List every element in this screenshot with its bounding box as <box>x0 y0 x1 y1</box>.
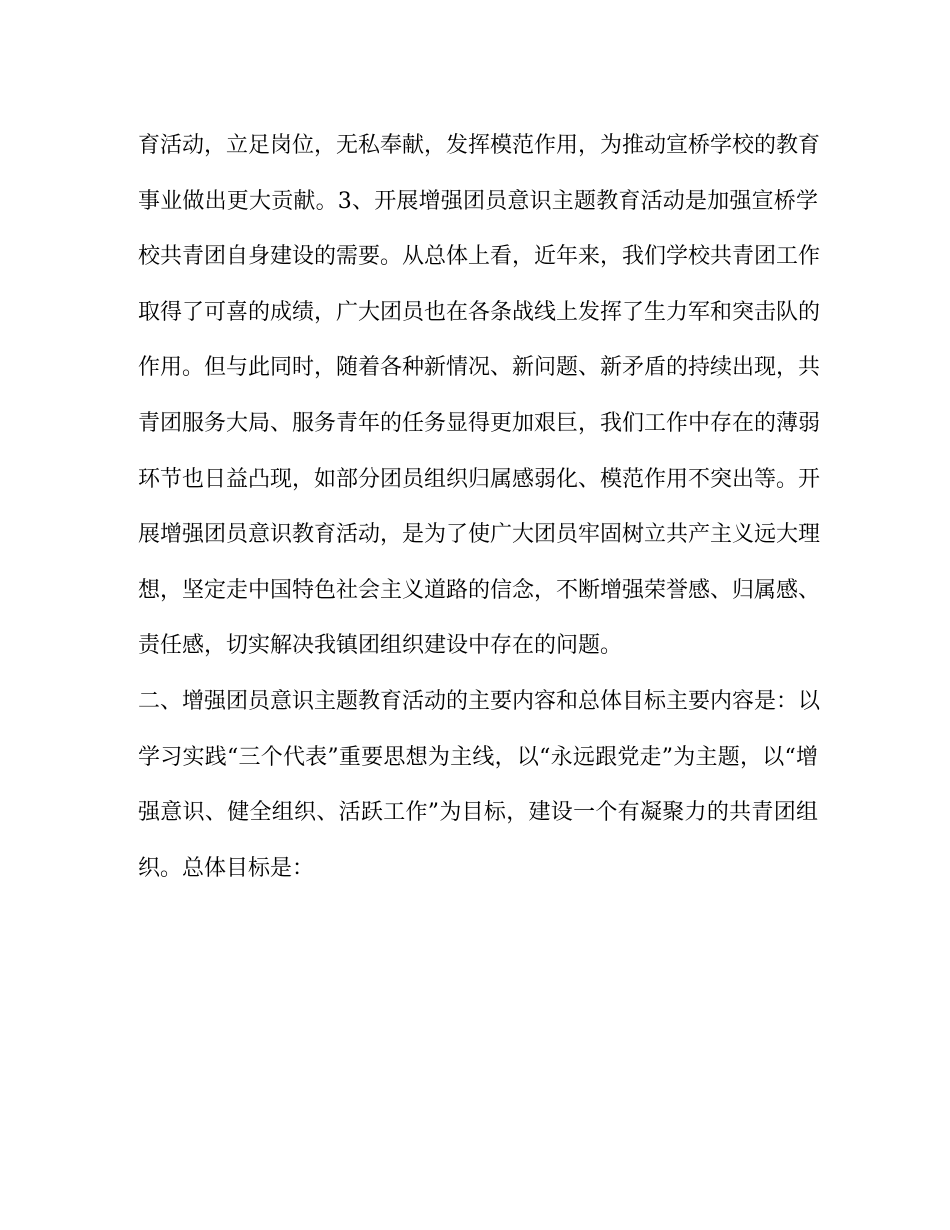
text-line: 育活动，立足岗位，无私奉献，发挥模范作用，为推动宣桥学校的教育 <box>138 133 821 158</box>
body-text <box>138 118 821 896</box>
text-line: 取得了可喜的成绩，广大团员也在各条战线上发挥了生力军和突击队的 <box>138 299 821 325</box>
text-line: 想，坚定走中国特色社会主义道路的信念，不断增强荣誉感、归属感、 <box>138 577 821 603</box>
text-line: 学习实践“三个代表”重要思想为主线，以“永远跟党走”为主题，以“增 <box>138 744 818 770</box>
section-heading-line: 二、增强团员意识主题教育活动的主要内容和总体目标主要内容是：以 <box>138 688 821 714</box>
text-line: 责任感，切实解决我镇团组织建设中存在的问题。 <box>138 633 623 659</box>
text-line: 强意识、健全组织、活跃工作”为目标，建设一个有凝聚力的共青团组 <box>138 800 818 826</box>
text-line: 环节也日益凸现，如部分团员组织归属感弱化、模范作用不突出等。开 <box>138 466 821 492</box>
text-line: 事业做出更大贡献。3、开展增强团员意识主题教育活动是加强宣桥学 <box>138 188 818 214</box>
text-line: 校共青团自身建设的需要。从总体上看，近年来，我们学校共青团工作 <box>138 244 821 270</box>
text-line: 作用。但与此同时，随着各种新情况、新问题、新矛盾的持续出现，共 <box>138 355 821 381</box>
text-line: 展增强团员意识教育活动，是为了使广大团员牢固树立共产主义远大理 <box>138 522 821 548</box>
text-line: 青团服务大局、服务青年的任务显得更加艰巨，我们工作中存在的薄弱 <box>138 410 821 436</box>
text-line: 织。总体目标是： <box>138 855 315 881</box>
